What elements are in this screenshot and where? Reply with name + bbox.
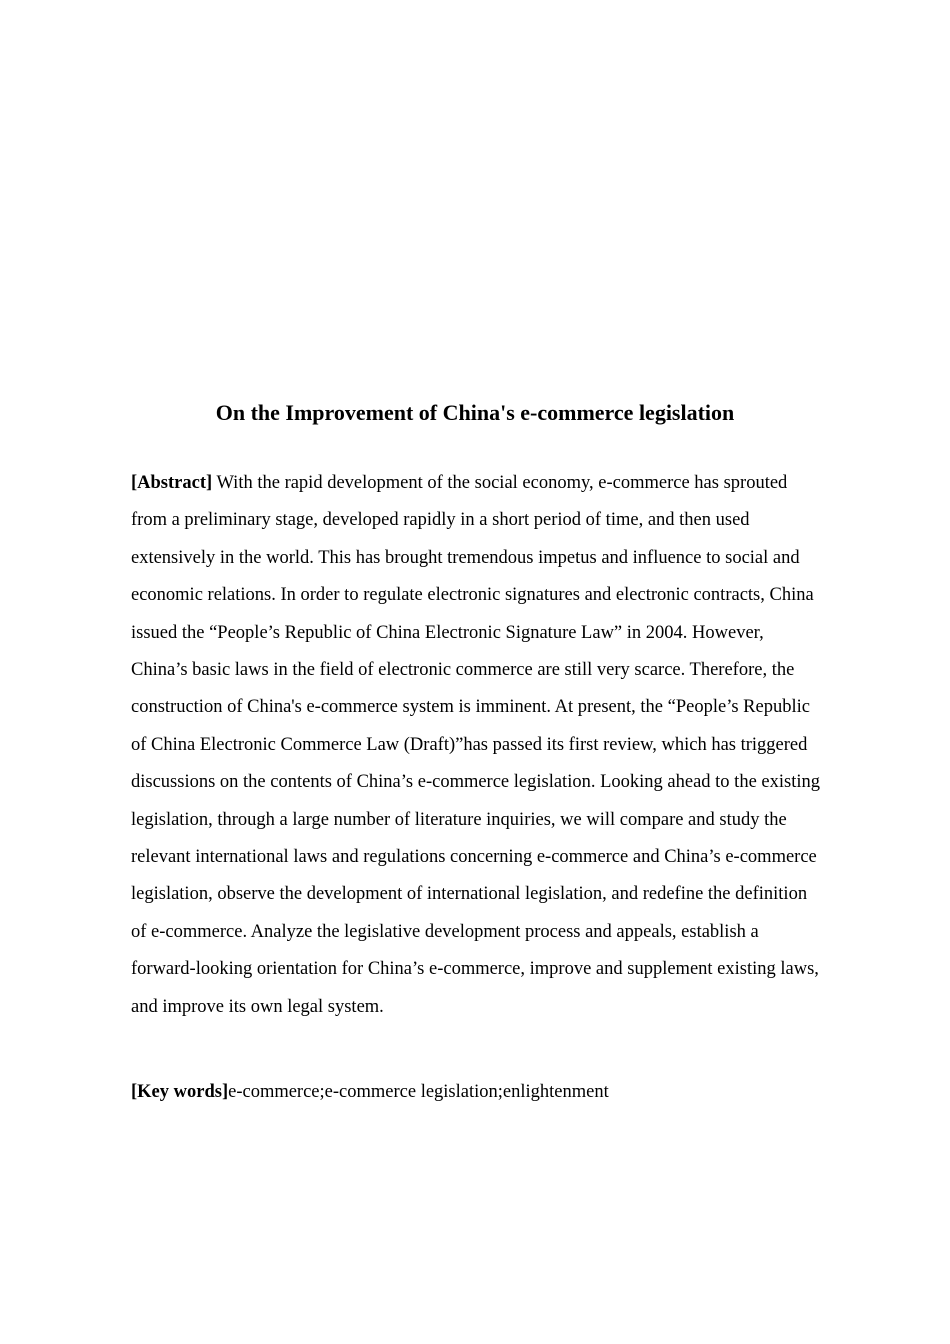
paper-title: On the Improvement of China's e-commerce legislation <box>215 400 735 425</box>
keywords-paragraph <box>131 1077 821 1107</box>
abstract-paragraph <box>131 465 821 1026</box>
keywords-text: e-commerce;e-commerce legislation;enlightenment <box>228 1082 609 1102</box>
keywords-label: [Key words] <box>131 1082 229 1102</box>
abstract-text: With the rapid development of the social economy, e-commerce has sprouted from a preliminary stage, developed rapidly in a short period of time, and then used extensively in the world. This has brought tremendous impetus and influence to social and economic relations. In order to regulate electronic signatures and electronic contracts, China issued the “People’s Republic of China Electronic Signature Law” in 2004. However, China’s basic laws in the field of electronic commerce are still very scarce. Therefore, the construction of China's e-commerce system is imminent. At present, the “People’s Republic of China Electronic Commerce Law (Draft)”has passed its first review, which has triggered discussions on the contents of China’s e-commerce legislation. Looking ahead to the existing legislation, through a large number of literature inquiries, we will compare and study the relevant international laws and regulations concerning e-commerce and China’s e-commerce legislation, observe the development of international legislation, and redefine the definition of e-commerce. Analyze the legislative development process and appeals, establish a forward-looking orientation for China’s e-commerce, improve and supplement existing laws, and improve its own legal system. <box>131 473 820 1017</box>
abstract-label: [Abstract] <box>131 473 213 493</box>
